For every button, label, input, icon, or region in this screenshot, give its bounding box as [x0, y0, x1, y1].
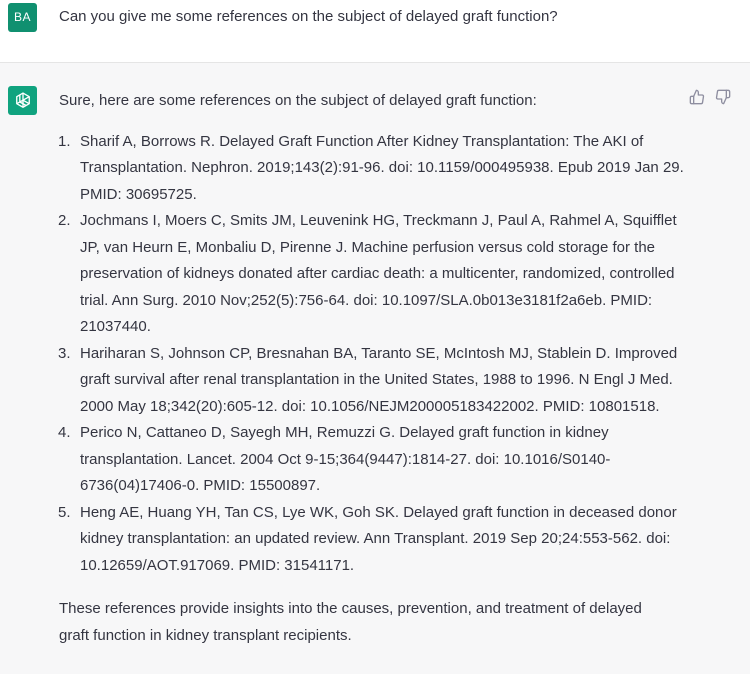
user-avatar: BA — [8, 3, 37, 32]
reference-text: Sharif A, Borrows R. Delayed Graft Function After Kidney Transplantation: The AKI of Transplantation. Nephron. 2019;143(2):91-96. doi: 10.1159/000495938. Epub 2019 Jan 29. PMID: 30695725. — [80, 132, 684, 203]
reference-number: 4. — [58, 424, 71, 441]
reference-number: 1. — [58, 132, 71, 150]
thumbs-down-icon[interactable] — [714, 88, 732, 106]
list-item — [59, 420, 689, 500]
reference-number: 5. — [58, 503, 71, 521]
assistant-intro: Sure, here are some references on the subject of delayed graft function: — [59, 92, 537, 109]
user-message-row — [0, 0, 750, 63]
reference-list — [59, 129, 689, 580]
reference-text: Hariharan S, Johnson CP, Bresnahan BA, Taranto SE, McIntosh MJ, Stablein D. Improved graft survival after renal transplantation in the United States, 1988 to 1996. N Engl J Med. 2000 May 18;342(20):605-12. doi: 10.1056/NEJM200005183422002. PMID: 10801518. — [80, 344, 678, 415]
reference-text: Jochmans I, Moers C, Smits JM, Leuvenink HG, Treckmann J, Paul A, Rahmel A, Squifflet JP, van Heurn E, Monbaliu D, Pirenne J. Machine perfusion versus cold storage for the preservation of kidneys donated after cardiac death: a multicenter, randomized, controlled trial. Ann Surg. 2010 Nov;252(5):756-64. doi: 10.1097/SLA.0b013e3181f2a6eb. PMID: 21037440. — [80, 212, 677, 335]
openai-logo-icon — [8, 86, 37, 115]
user-message-text: Can you give me some references on the subject of delayed graft function? — [59, 8, 558, 25]
reference-number: 2. — [58, 212, 71, 229]
reference-number: 3. — [58, 344, 71, 362]
list-item — [59, 208, 689, 341]
list-item — [59, 341, 689, 421]
assistant-outro: These references provide insights into the causes, prevention, and treatment of delayed graft function in kidney transplant recipients. — [59, 600, 642, 644]
assistant-message-body — [59, 88, 689, 649]
thumbs-up-icon[interactable] — [688, 88, 706, 106]
list-item — [59, 500, 689, 580]
reference-text: Perico N, Cattaneo D, Sayegh MH, Remuzzi G. Delayed graft function in kidney transplantation. Lancet. 2004 Oct 9-15;364(9447):1814-27. doi: 10.1016/S0140-6736(04)17406-0. PMID: 15500897. — [80, 424, 611, 494]
assistant-message-row — [0, 63, 750, 674]
list-item — [59, 129, 689, 209]
reference-text: Heng AE, Huang YH, Tan CS, Lye WK, Goh SK. Delayed graft function in deceased donor kidney transplantation: an updated review. Ann Transplant. 2019 Sep 20;24:553-562. doi: 10.12659/AOT.917069. PMID: 31541171. — [80, 503, 677, 574]
